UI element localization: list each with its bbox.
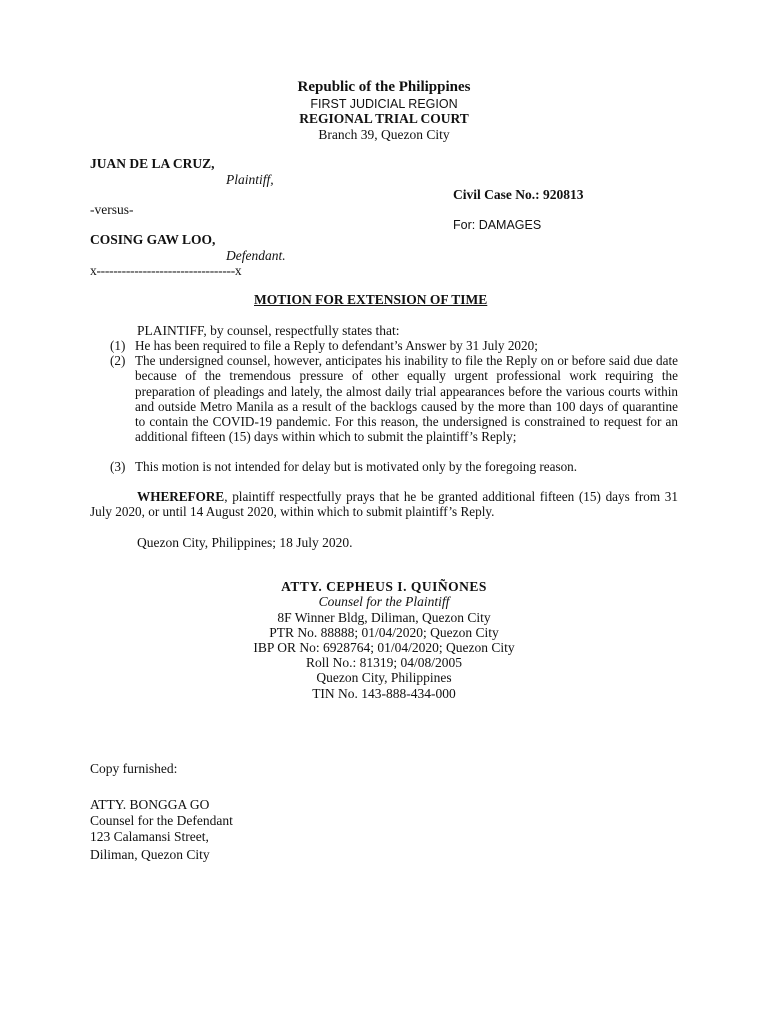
versus-text: -versus-: [90, 202, 134, 217]
list-item: [110, 353, 678, 463]
header-court: REGIONAL TRIAL COURT: [299, 111, 469, 126]
plaintiff-name: JUAN DE LA CRUZ,: [90, 156, 215, 171]
copy-furnished-label: Copy furnished:: [90, 761, 178, 776]
header-branch: Branch 39, Quezon City: [318, 127, 450, 142]
list-item-number: (3): [110, 459, 126, 474]
signatory-role: Counsel for the Plaintiff: [318, 594, 450, 609]
case-number: Civil Case No.: 920813: [453, 187, 584, 202]
copy-recipient-street: 123 Calamansi Street,: [90, 829, 209, 844]
header-region: FIRST JUDICIAL REGION: [310, 97, 458, 111]
list-item-number: (2): [110, 353, 126, 368]
wherefore-lead: WHEREFORE: [137, 489, 225, 504]
caption-separator: x---------------------------------x: [90, 263, 242, 278]
plaintiff-role: Plaintiff,: [226, 172, 274, 187]
list-item-text: He has been required to file a Reply to defendant’s Answer by 31 July 2020;: [135, 338, 538, 353]
wherefore-text: , plaintiff respectfully prays that he be granted additional fifteen (15) days from 31 July 2020, or until 14 August 2020, within which to submit plaintiff’s Reply.: [90, 489, 678, 520]
list-item-text: This motion is not intended for delay but is motivated only by the foregoing reason.: [135, 459, 578, 474]
signatory-name: ATTY. CEPHEUS I. QUIÑONES: [281, 579, 487, 594]
signatory-address: 8F Winner Bldg, Diliman, Quezon City: [277, 610, 491, 625]
motion-title: MOTION FOR EXTENSION OF TIME: [254, 292, 488, 307]
signatory-tin: TIN No. 143-888-434-000: [312, 686, 456, 701]
signatory-ibp: IBP OR No: 6928764; 01/04/2020; Quezon City: [253, 640, 515, 655]
copy-recipient-role: Counsel for the Defendant: [90, 813, 233, 828]
case-nature: For: DAMAGES: [453, 218, 542, 232]
defendant-role: Defendant.: [226, 248, 286, 263]
place-date: Quezon City, Philippines; 18 July 2020.: [137, 535, 353, 550]
motion-intro: PLAINTIFF, by counsel, respectfully states that:: [137, 323, 400, 338]
copy-recipient-name: ATTY. BONGGA GO: [90, 797, 210, 812]
header-republic: Republic of the Philippines: [297, 79, 471, 95]
list-item-text: The undersigned counsel, however, anticipates his inability to file the Reply on or before said due date because of the tremendous pressure of other equally urgent professional work requiring the preparation of pleadings and lately, the almost daily trial appearances before the various courts within and outside Metro Manila as a result of the backlogs caused by the more than 100 days of quarantine to contain the COVID-19 pandemic. For this reason, the undersigned is constrained to request for an additional fifteen (15) days within which to submit the plaintiff’s Reply;: [135, 353, 678, 445]
defendant-name: COSING GAW LOO,: [90, 232, 216, 247]
signatory-roll: Roll No.: 81319; 04/08/2005: [305, 655, 462, 670]
signatory-city: Quezon City, Philippines: [316, 670, 452, 685]
copy-recipient-city: Diliman, Quezon City: [90, 847, 210, 862]
wherefore-paragraph: [90, 489, 678, 520]
list-item-number: (1): [110, 338, 126, 353]
signatory-ptr: PTR No. 88888; 01/04/2020; Quezon City: [269, 625, 499, 640]
